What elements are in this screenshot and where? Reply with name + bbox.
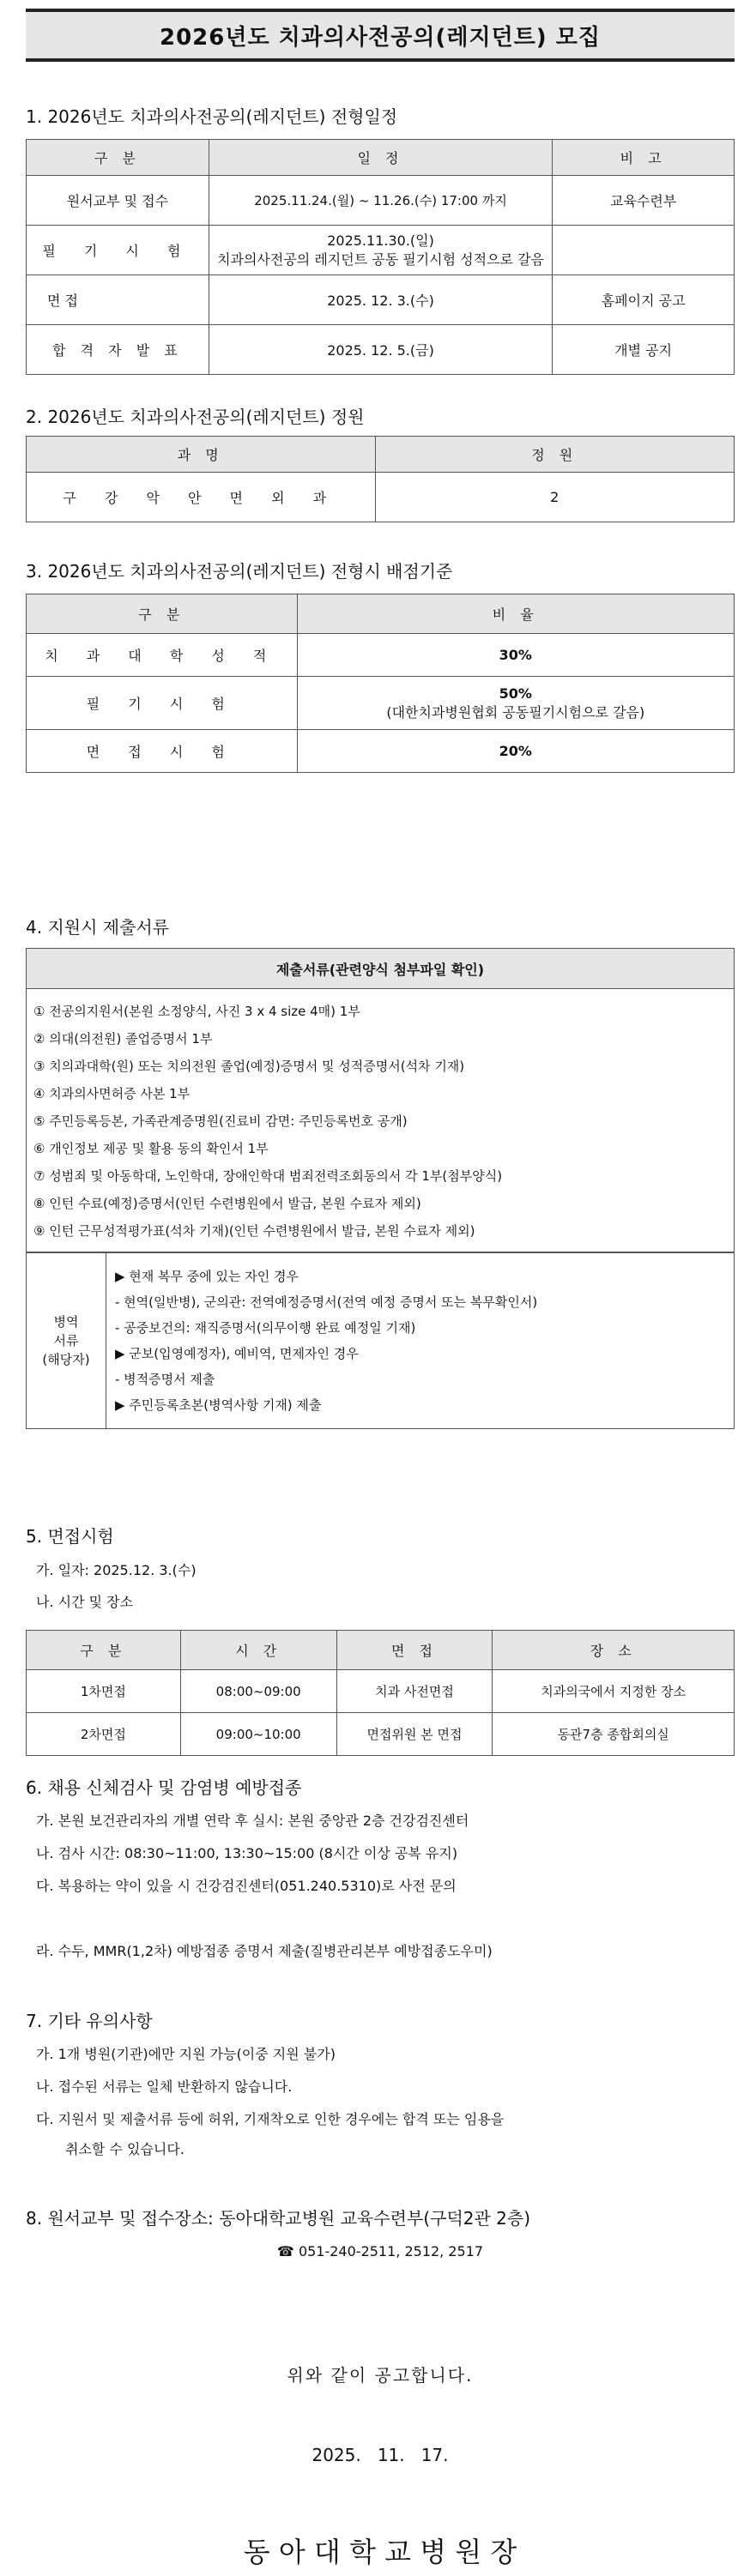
scoring-header: 비 율 [297, 594, 734, 634]
scoring-label: 면 접 시 험 [27, 730, 298, 773]
section-3-heading: 3. 2026년도 치과의사전공의(레지던트) 전형시 배점기준 [26, 561, 453, 582]
section-1-heading: 1. 2026년도 치과의사전공의(레지던트) 전형일정 [26, 106, 398, 127]
interview-time: 09:00~10:00 [180, 1713, 336, 1756]
schedule-row [27, 275, 735, 325]
list-item: ⑤ 주민등록등본, 가족관계증명원(진료비 감면: 주민등록번호 공개) [33, 1113, 408, 1129]
interview-header: 장 소 [493, 1631, 735, 1670]
document-title: 2026년도 치과의사전공의(레지던트) 모집 [26, 9, 735, 62]
interview-date: 가. 일자: 2025.12. 3.(수) [36, 1562, 197, 1578]
required-documents-box [26, 948, 735, 1429]
interview-header-row [27, 1631, 735, 1670]
military-line: ▶ 현재 복무 중에 있는 자인 경우 [115, 1269, 299, 1284]
scoring-ratio: 20% [297, 730, 734, 773]
table-row [27, 1713, 735, 1756]
interview-header: 구 분 [27, 1631, 181, 1670]
schedule-date-line: 2025.11.30.(일) [327, 232, 434, 249]
schedule-date [209, 226, 553, 275]
table-row [27, 1670, 735, 1713]
military-line: - 병적증명서 제출 [115, 1372, 215, 1387]
schedule-date: 2025.11.24.(월) ~ 11.26.(수) 17:00 까지 [209, 176, 553, 226]
interview-what: 면접위원 본 면접 [336, 1713, 493, 1756]
schedule-label: 원서교부 및 접수 [27, 176, 209, 226]
scoring-row [27, 730, 735, 773]
interview-place: 치과의국에서 지정한 장소 [493, 1670, 735, 1713]
list-item: ⑦ 성범죄 및 아동학대, 노인학대, 장애인학대 범죄전력조회동의서 각 1부(첨부양식) [33, 1168, 503, 1184]
scoring-ratio-note: (대한치과병원협회 공동필기시험으로 갈음) [386, 703, 645, 721]
interview-header: 시 간 [180, 1631, 336, 1670]
schedule-note [553, 226, 735, 275]
required-documents-list [27, 989, 734, 1252]
military-details [106, 1253, 734, 1428]
schedule-header: 구 분 [27, 140, 209, 176]
scoring-label: 필 기 시 험 [27, 677, 298, 730]
section-4-heading: 4. 지원시 제출서류 [26, 917, 170, 938]
section-6-heading: 6. 채용 신체검사 및 감염병 예방접종 [26, 1777, 302, 1798]
interview-time: 08:00~09:00 [180, 1670, 336, 1713]
schedule-row [27, 325, 735, 375]
scoring-ratio: 30% [297, 634, 734, 677]
scoring-ratio: 50% [499, 685, 532, 702]
schedule-header-row [27, 140, 735, 176]
military-line: ▶ 군보(입영예정자), 예비역, 면제자인 경우 [115, 1346, 359, 1361]
quota-header: 정 원 [375, 437, 735, 473]
schedule-table [26, 139, 735, 375]
schedule-header: 일 정 [209, 140, 553, 176]
interview-what: 치과 사전면접 [336, 1670, 493, 1713]
interview-type: 1차면접 [27, 1670, 181, 1713]
schedule-row [27, 176, 735, 226]
announcement-page [26, 9, 735, 2568]
issuer-name: 동 아 대 학 교 병 원 장 [243, 2536, 517, 2568]
section-8-heading: 8. 원서교부 및 접수장소: 동아대학교병원 교육수련부(구덕2관 2층) [26, 2208, 531, 2229]
quota-dept: 구 강 악 안 면 외 과 [27, 473, 376, 522]
schedule-header: 비 고 [553, 140, 735, 176]
military-label [27, 1253, 106, 1428]
schedule-date: 2025. 12. 5.(금) [209, 325, 553, 375]
list-item: ⑨ 인턴 근무성적평가표(석차 기재)(인턴 수련병원에서 발급, 본원 수료자 제외) [33, 1223, 475, 1239]
military-label-line: 병역 [53, 1314, 79, 1330]
scoring-row [27, 634, 735, 677]
list-item: ③ 치의과대학(원) 또는 치의전원 졸업(예정)증명서 및 성적증명서(석차 기재) [33, 1059, 465, 1074]
scoring-header-row [27, 594, 735, 634]
scoring-row [27, 677, 735, 730]
scoring-label: 치 과 대 학 성 적 [27, 634, 298, 677]
quota-count: 2 [375, 473, 735, 522]
health-check-line: 라. 수두, MMR(1,2차) 예방접종 증명서 제출(질병관리본부 예방접종도우미) [36, 1943, 493, 1959]
schedule-row [27, 226, 735, 275]
notice-statement: 위와 같이 공고합니다. [287, 2365, 474, 2386]
health-check-line: 다. 복용하는 약이 있을 시 건강검진센터(051.240.5310)로 사전 문의 [36, 1878, 457, 1894]
quota-header: 과 명 [27, 437, 376, 473]
military-label-line: 서류 [53, 1333, 79, 1348]
scoring-header: 구 분 [27, 594, 298, 634]
note-line: 가. 1개 병원(기관)에만 지원 가능(이중 지원 불가) [36, 2046, 336, 2062]
interview-header: 면 접 [336, 1631, 493, 1670]
scoring-table [26, 594, 735, 773]
schedule-note: 교육수련부 [553, 176, 735, 226]
section-2-heading: 2. 2026년도 치과의사전공의(레지던트) 정원 [26, 407, 365, 427]
list-item: ② 의대(의전원) 졸업증명서 1부 [33, 1031, 213, 1047]
health-check-line: 가. 본원 보건관리자의 개별 연락 후 실시: 본원 중앙관 2층 건강검진센터 [36, 1813, 469, 1829]
list-item: ④ 치과의사면허증 사본 1부 [33, 1086, 191, 1101]
schedule-date-line: 치과의사전공의 레지던트 공동 필기시험 성적으로 갈음 [217, 250, 544, 268]
interview-type: 2차면접 [27, 1713, 181, 1756]
schedule-note: 개별 공지 [553, 325, 735, 375]
list-item: ⑥ 개인정보 제공 및 활용 동의 확인서 1부 [33, 1141, 269, 1156]
list-item: ⑧ 인턴 수료(예정)증명서(인턴 수련병원에서 발급, 본원 수료자 제외) [33, 1196, 421, 1211]
schedule-date: 2025. 12. 3.(수) [209, 275, 553, 325]
scoring-ratio-cell [297, 677, 734, 730]
interview-table [26, 1630, 735, 1756]
military-line: - 현역(일반병), 군의관: 전역예정증명서(전역 예정 증명서 또는 복무확인서) [115, 1294, 538, 1310]
interview-place-heading: 나. 시간 및 장소 [36, 1594, 134, 1610]
list-item: ① 전공의지원서(본원 소정양식, 사진 3 x 4 size 4매) 1부 [33, 1004, 360, 1019]
quota-table [26, 436, 735, 522]
interview-place: 동관7층 종합회의실 [493, 1713, 735, 1756]
required-documents-title: 제출서류(관련양식 첨부파일 확인) [27, 949, 734, 989]
section-7-heading: 7. 기타 유의사항 [26, 2011, 153, 2031]
military-label-line: (해당자) [42, 1352, 90, 1367]
note-line: 다. 지원서 및 제출서류 등에 허위, 기재착오로 인한 경우에는 합격 또는 임용을 [36, 2111, 505, 2127]
health-check-line: 나. 검사 시간: 08:30~11:00, 13:30~15:00 (8시간 이상 공복 유지) [36, 1845, 458, 1861]
contact-phone: ☎ 051-240-2511, 2512, 2517 [276, 2243, 484, 2259]
note-line: 취소할 수 있습니다. [65, 2141, 184, 2157]
military-line: ▶ 주민등록초본(병역사항 기재) 제출 [115, 1397, 322, 1413]
schedule-label: 면 접 [47, 293, 78, 309]
section-5-heading: 5. 면접시험 [26, 1526, 114, 1547]
schedule-label [27, 275, 209, 325]
quota-row [27, 473, 735, 522]
notice-date: 2025. 11. 17. [311, 2445, 449, 2465]
military-documents [27, 1252, 734, 1428]
quota-header-row [27, 437, 735, 473]
schedule-label: 합 격 자 발 표 [27, 325, 209, 375]
note-line: 나. 접수된 서류는 일체 반환하지 않습니다. [36, 2078, 293, 2095]
military-line: - 공중보건의: 재직증명서(의무이행 완료 예정일 기재) [115, 1320, 416, 1336]
schedule-note: 홈페이지 공고 [553, 275, 735, 325]
schedule-label: 필 기 시 험 [27, 226, 209, 275]
